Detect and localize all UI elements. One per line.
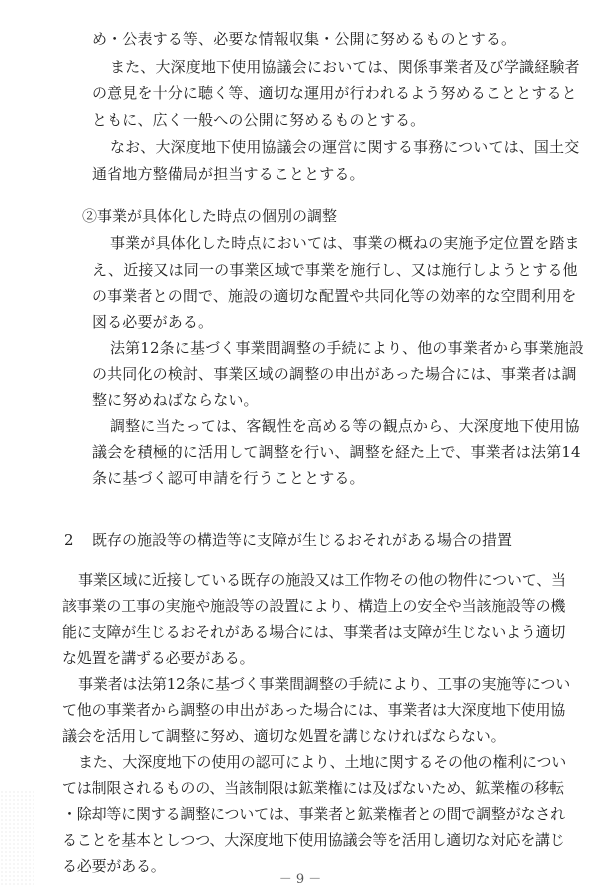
body-text-line: 議会を活用して調整に努め、適切な処置を講じなければならない。 <box>62 727 506 745</box>
body-text-line: 整に努めねばならない。 <box>92 391 259 409</box>
body-text-line: 事業が具体化した時点においては、事業の概ねの実施予定位置を踏ま <box>110 234 580 252</box>
body-text-line: 図る必要がある。 <box>92 313 214 331</box>
body-text-line: の意見を十分に聴く等、適切な運用が行われるよう努めることとすると <box>92 84 577 102</box>
section-number: 2 <box>64 531 74 549</box>
body-text-line: ともに、広く一般への公開に努めるものとする。 <box>92 111 426 129</box>
body-text-line: 法第12条に基づく事業間調整の手続により、他の事業者から事業施設 <box>110 339 584 357</box>
body-text-line: 事業区域に近接している既存の施設又は工作物その他の物件について、当 <box>78 571 566 589</box>
scan-noise <box>0 790 34 885</box>
body-text-line: め・公表する等、必要な情報収集・公開に努めるものとする。 <box>92 30 517 48</box>
body-text-line: 条に基づく認可申請を行うこととする。 <box>92 469 365 487</box>
section-heading: 既存の施設等の構造等に支障が生じるおそれがある場合の措置 <box>92 531 513 549</box>
body-text-line: また、大深度地下の使用の認可により、土地に関するその他の権利につい <box>78 753 567 771</box>
body-text-line: 該事業の工事の実施や施設等の設置により、構造上の安全や当該施設等の機 <box>62 597 566 615</box>
body-text-line: 事業者は法第12条に基づく事業間調整の手続により、工事の実施等につい <box>78 675 570 693</box>
body-text-line: え、近接又は同一の事業区域で事業を施行し、又は施行しようとする他 <box>92 261 578 279</box>
body-text-line: て他の事業者から調整の申出があった場合には、事業者は大深度地下使用協 <box>62 701 566 719</box>
body-text-line: 通省地方整備局が担当することとする。 <box>92 165 365 183</box>
body-text-line: また、大深度地下使用協議会においては、関係事業者及び学識経験者 <box>110 58 580 76</box>
body-text-line: 能に支障が生じるおそれがある場合には、事業者は支障が生じないよう適切 <box>62 623 566 641</box>
body-text-line: 議会を積極的に活用して調整を行い、調整を経た上で、事業者は法第14 <box>92 443 581 461</box>
body-text-line: る必要がある。 <box>62 857 166 875</box>
body-text-line: なお、大深度地下使用協議会の運営に関する事務については、国土交 <box>110 138 580 156</box>
body-text-line: の事業者との間で、施設の適切な配置や共同化等の効率的な空間利用を <box>92 287 577 305</box>
body-text-line: の共同化の検討、事業区域の調整の申出があった場合には、事業者は調 <box>92 365 577 383</box>
subsection-heading: ②事業が具体化した時点の個別の調整 <box>82 207 338 225</box>
page-number: － 9 － <box>278 872 322 887</box>
body-text-line: 調整に当たっては、客観性を高める等の観点から、大深度地下使用協 <box>110 417 580 435</box>
body-text-line: な処置を講ずる必要がある。 <box>62 649 255 667</box>
body-text-line: ることを基本としつつ、大深度地下使用協議会等を活用し適切な対応を講じ <box>62 831 565 849</box>
body-text-line: ・除却等に関する調整については、事業者と鉱業権者との間で調整がなされ <box>62 805 565 823</box>
body-text-line: ては制限されるものの、当該制限は鉱業権には及ばないため、鉱業権の移転 <box>62 779 565 797</box>
